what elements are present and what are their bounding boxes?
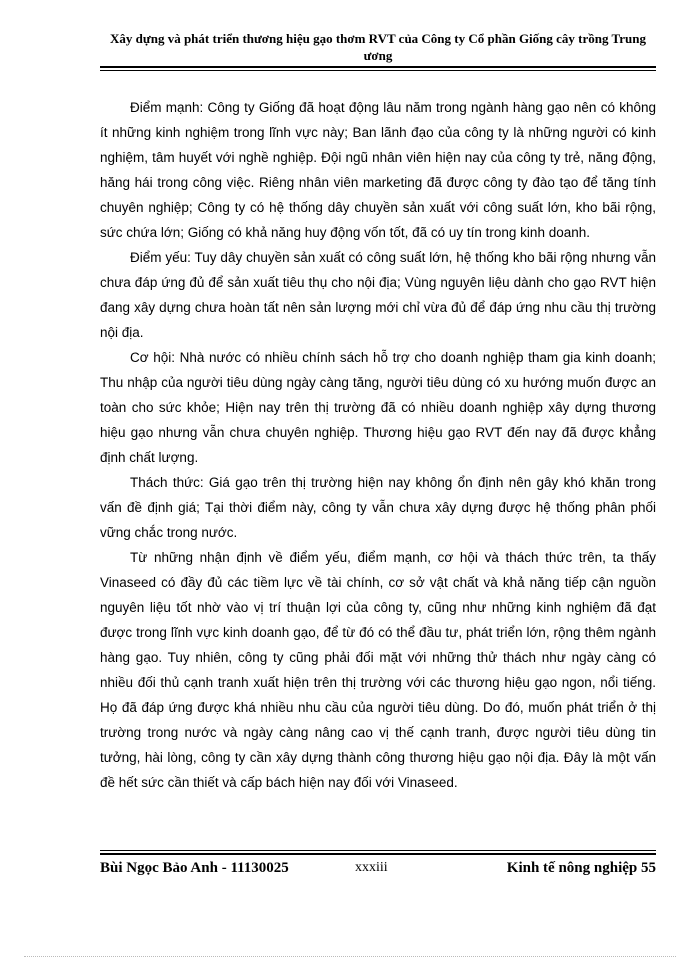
footer-rule-thick: [100, 853, 656, 855]
document-body: [100, 95, 656, 795]
footer-major: Kinh tế nông nghiệp 55: [506, 860, 656, 876]
page-bottom-dotted-border: [24, 956, 676, 957]
paragraph-opportunities: Cơ hội: Nhà nước có nhiều chính sách hỗ trợ cho doanh nghiệp tham gia kinh doanh; Thu nhập của người tiêu dùng ngày càng tăng, người tiêu dùng có xu hướng muốn được an toàn cho sức khỏe; Hiện nay trên thị trường đã có nhiều doanh nghiệp xây dựng thương hiệu gạo nhưng vẫn chưa chuyên nghiệp. Thương hiệu gạo RVT đến nay đã được khẳng định chất lượng.: [100, 350, 656, 465]
header-rule-thin: [100, 70, 656, 71]
footer-page-number: xxxiii: [355, 860, 388, 875]
page-header-title: Xây dựng và phát triển thương hiệu gạo thơm RVT của Công ty Cổ phần Giống cây trồng Trung ương: [110, 31, 646, 63]
footer-author: Bùi Ngọc Bảo Anh - 11130025: [100, 860, 289, 876]
paragraph-conclusion: Từ những nhận định về điểm yếu, điểm mạnh, cơ hội và thách thức trên, ta thấy Vinaseed có đầy đủ các tiềm lực về tài chính, cơ sở vật chất và khả năng tiếp cận nguồn nguyên liệu tốt nhờ vào vị trí thuận lợi của công ty, cũng như những kinh nghiệm đã đạt được trong lĩnh vực kinh doanh gạo, để từ đó có thể đầu tư, phát triển lớn, rộng thêm ngành hàng gạo. Tuy nhiên, công ty cũng phải đối mặt với những thử thách như ngày càng có nhiều đối thủ cạnh tranh xuất hiện trên thị trường với các thương hiệu gạo ngon, nổi tiếng. Họ đã đáp ứng được khá nhiều nhu cầu của người tiêu dùng. Do đó, muốn phát triển ở thị trường trong nước và ngày càng nâng cao vị thế cạnh tranh, được người tiêu dùng tin tưởng, hài lòng, công ty cần xây dựng thành công thương hiệu gạo nội địa. Đây là một vấn đề hết sức cần thiết và cấp bách hiện nay đối với Vinaseed.: [100, 550, 656, 790]
footer-rule-thin: [100, 850, 656, 851]
paragraph-strengths: Điểm mạnh: Công ty Giống đã hoạt động lâu năm trong ngành hàng gạo nên có không ít những kinh nghiệm trong lĩnh vực này; Ban lãnh đạo của công ty là những người có kinh nghiệm, tâm huyết với nghề nghiệp. Đội ngũ nhân viên hiện nay của công ty trẻ, năng động, hăng hái trong công việc. Riêng nhân viên marketing đã được công ty đào tạo để tăng tính chuyên nghiệp; Công ty có hệ thống dây chuyền sản xuất với công suất lớn, kho bãi rộng, sức chứa lớn; Giống có khả năng huy động vốn tốt, đã có uy tín trong kinh doanh.: [100, 100, 656, 240]
page-footer: [100, 860, 656, 880]
paragraph-weaknesses: Điểm yếu: Tuy dây chuyền sản xuất có công suất lớn, hệ thống kho bãi rộng nhưng vẫn chưa đáp ứng đủ để sản xuất tiêu thụ cho nội địa; Vùng nguyên liệu dành cho gạo RVT hiện đang xây dựng chưa hoàn tất nên sản lượng mới chỉ vừa đủ để đáp ứng nhu cầu thị trường nội địa.: [100, 250, 656, 340]
header-rule-thick: [100, 66, 656, 68]
paragraph-threats: Thách thức: Giá gạo trên thị trường hiện nay không ổn định nên gây khó khăn trong vấn đề định giá; Tại thời điểm này, công ty vẫn chưa xây dựng được hệ thống phân phối vững chắc trong nước.: [100, 475, 656, 540]
